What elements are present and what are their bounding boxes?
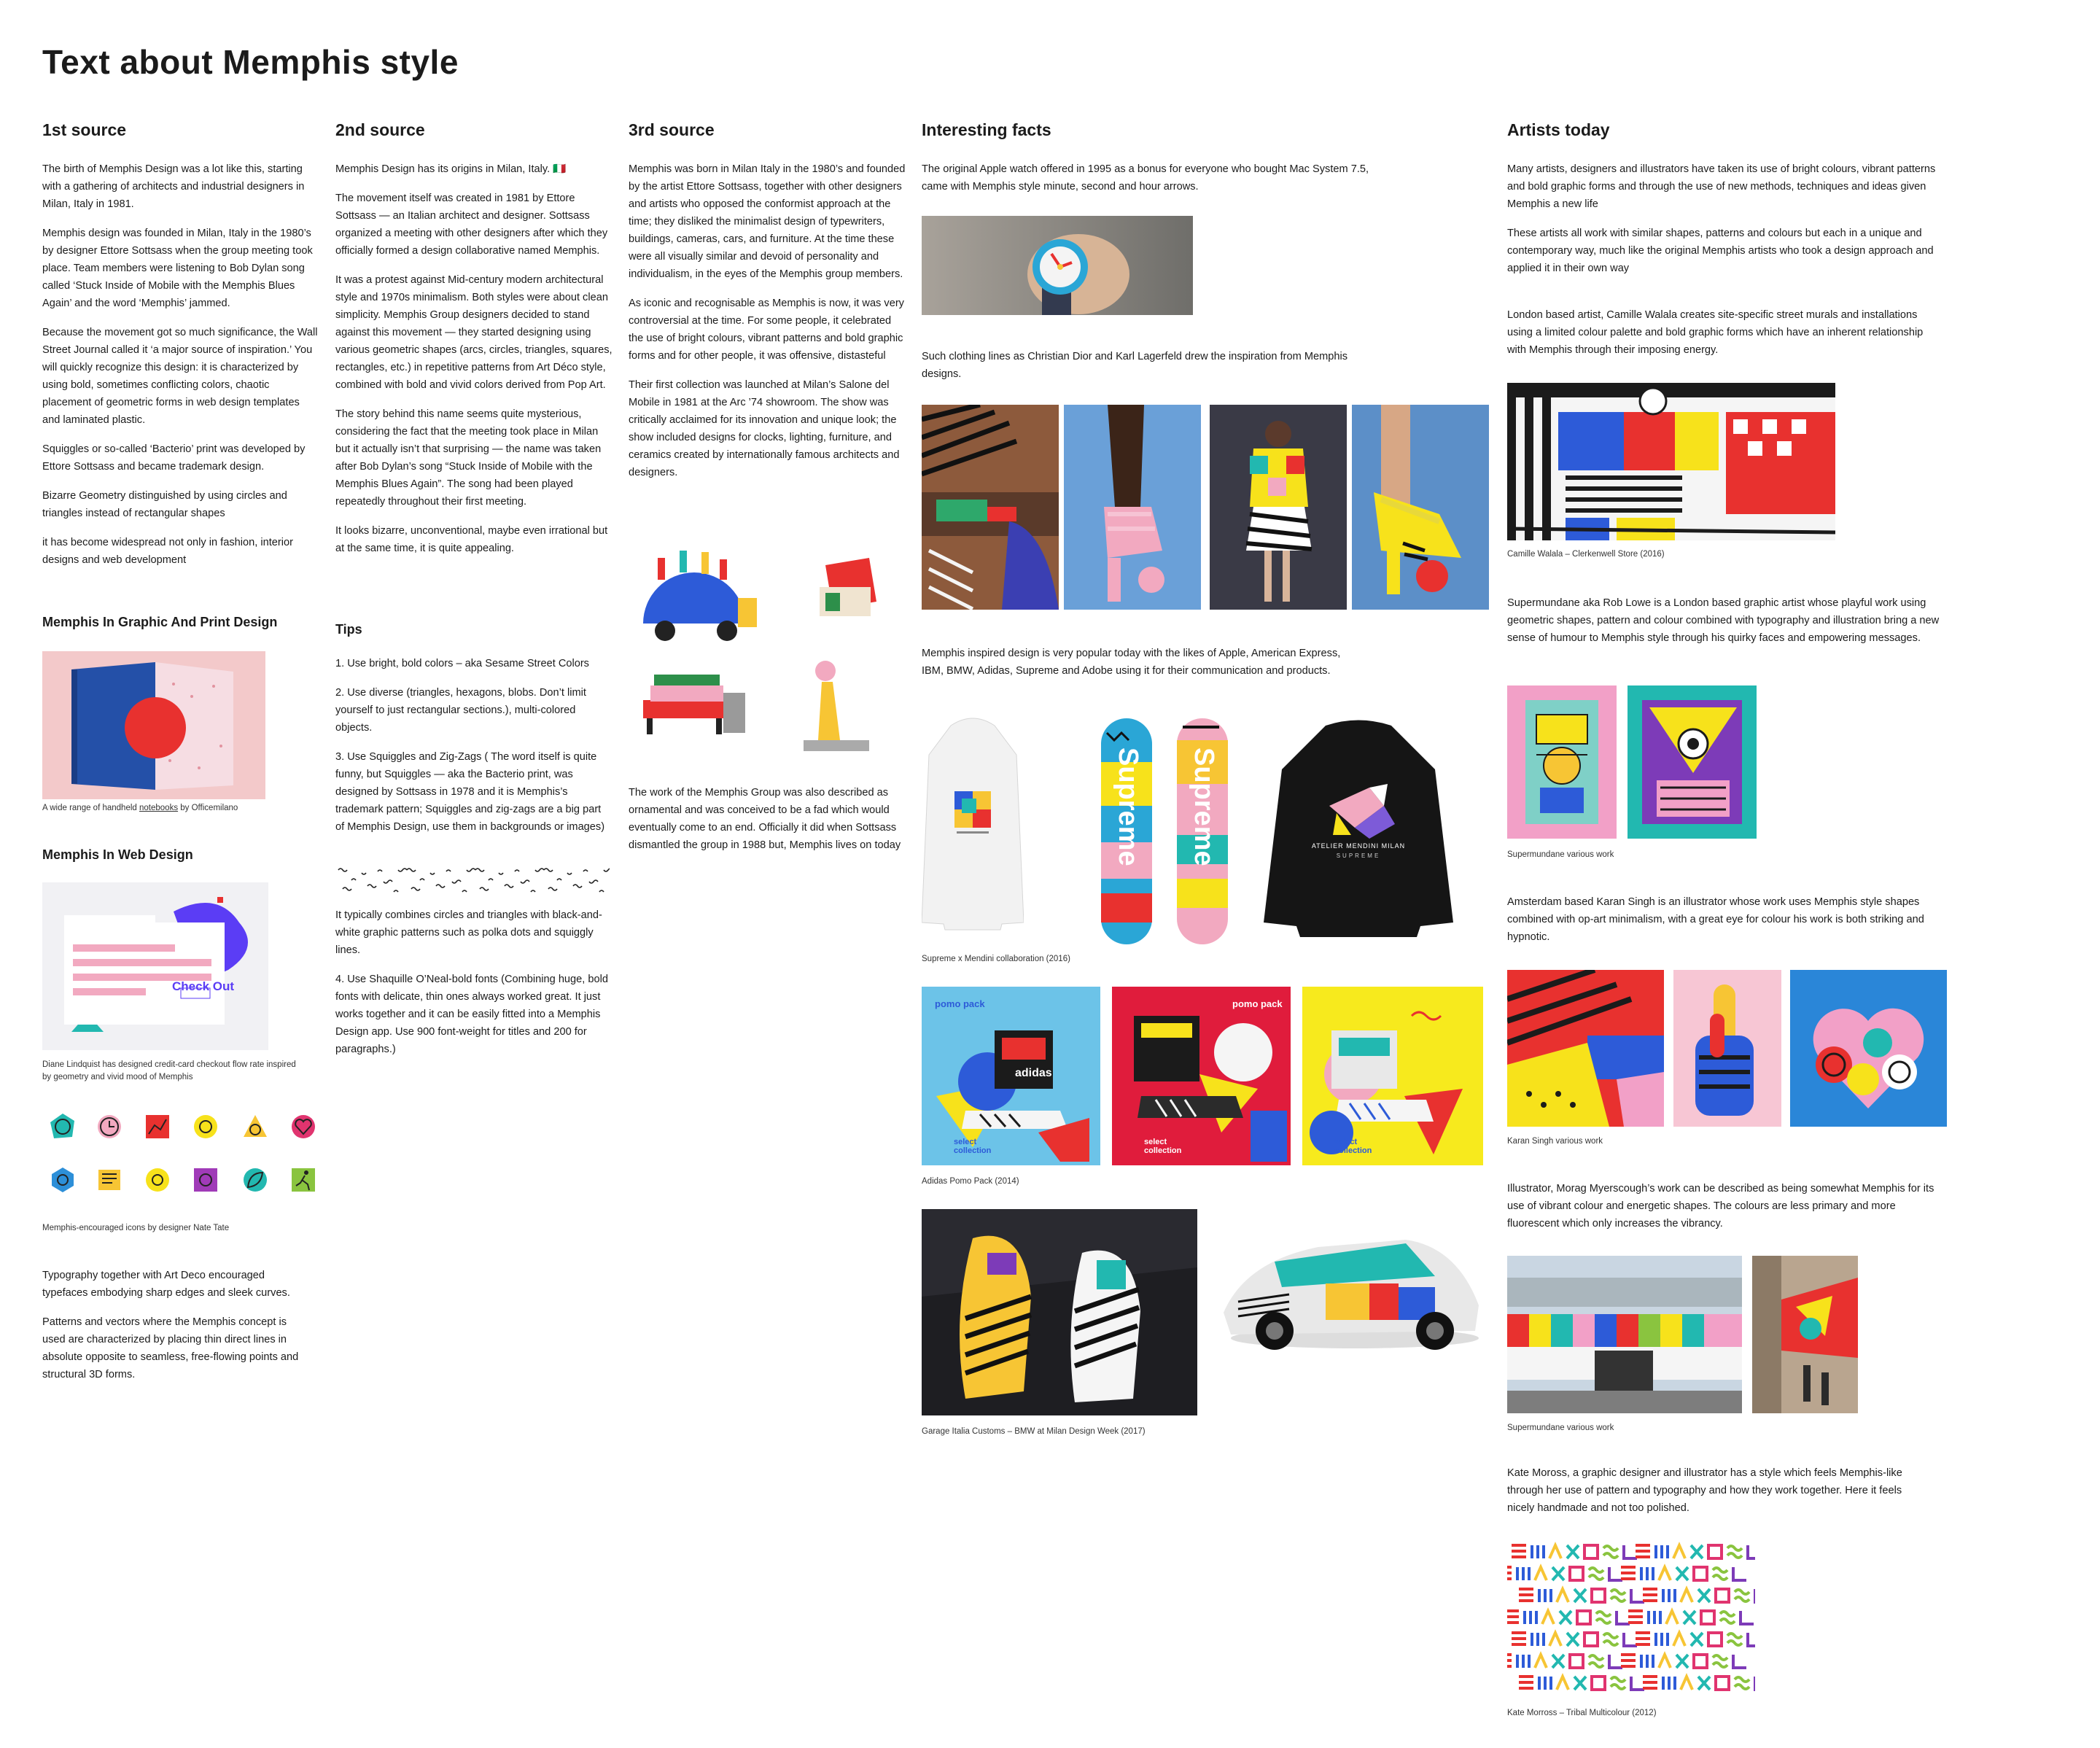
squiggle-pattern-image xyxy=(335,864,610,896)
col1-text-bottom xyxy=(42,1267,305,1395)
adidas-caption: Adidas Pomo Pack (2014) xyxy=(922,1177,1019,1186)
notebooks-caption xyxy=(42,802,319,815)
pomo-label: pomo pack xyxy=(1232,998,1283,1009)
hexagon-icon xyxy=(48,1165,77,1195)
karan-caption: Karan Singh various work xyxy=(1507,1137,1603,1146)
col2-paragraph: It looks bizarre, unconventional, maybe even irrational but at the same time, it is quite appealing. xyxy=(335,525,608,554)
karan-work-3 xyxy=(1790,970,1947,1127)
skateboard-deck-1 xyxy=(1100,718,1154,944)
apple-watch-text: The original Apple watch offered in 1995 as a bonus for everyone who bought Mac System 7.5, came with Memphis style minute, second and hour arrows. xyxy=(922,163,1369,193)
col1-paragraph: Squiggles or so-called ‘Bacterio’ print was developed by Ettore Sottsass and became trademark design. xyxy=(42,443,306,473)
leaf-icon xyxy=(241,1165,270,1195)
tips-heading: Tips xyxy=(335,622,362,637)
supermundane-work-1 xyxy=(1507,685,1617,839)
karan-work-1 xyxy=(1507,970,1664,1127)
lightbulb-icon xyxy=(241,1112,270,1141)
morag-caption: Supermundane various work xyxy=(1507,1423,1614,1432)
col2-paragraph: It was a protest against Mid-century modern architectural style and 1970s minimalism. Both styles were about clean simplicity. Memphis Group designers decided to stand against this movement — they started designing using various geometric shapes (arcs, circles, triangles, squares, rectangles, etc.) in repetitive patterns from Art Déco style, combined with bold and vivid colors derived from Pop Art. xyxy=(335,274,612,391)
hoodie-print-text: ATELIER MENDINI MILAN xyxy=(1311,842,1406,850)
walala-text: London based artist, Camille Walala creates site-specific street murals and installations using a limited colour palette and bold graphic forms which have an inherent relationship with Memphis through their imposing energy. xyxy=(1507,309,1924,356)
bmw-car-image xyxy=(1216,1218,1486,1356)
tip-item: 3. Use Squiggles and Zig-Zags ( The word itself is quite funny, but Squiggles — aka the Bacterio print, was designed by Sottsass in 1978 and it is Memphis’s trademark pattern; Squiggles and zig-zags are a big part of Memphis Design, use them in backgrounds or images) xyxy=(335,751,605,833)
globe-icon xyxy=(48,1112,77,1141)
white-hoodie-image xyxy=(922,711,1024,944)
pomo-select: select collection xyxy=(1144,1138,1182,1155)
bmw-interior-image xyxy=(922,1209,1197,1415)
col1-paragraph: it has become widespread not only in fashion, interior designs and web development xyxy=(42,537,293,566)
checkout-caption: Diane Lindquist has designed credit-card checkout flow rate inspired by geometry and vivid mood of Memphis xyxy=(42,1060,296,1081)
runner-icon xyxy=(289,1165,318,1195)
runway-photo-3 xyxy=(1210,405,1347,610)
web-design-heading: Memphis In Web Design xyxy=(42,847,193,862)
artists-intro-text xyxy=(1507,160,1945,289)
walala-store-image xyxy=(1507,383,1835,540)
clock-icon xyxy=(95,1112,124,1141)
heart-icon xyxy=(289,1112,318,1141)
sun-icon xyxy=(143,1165,172,1195)
col5-paragraph: These artists all work with similar shapes, patterns and colours but each in a unique and contemporary way, much like the original Memphis artists who took a design approach and applied it in their own way xyxy=(1507,228,1934,274)
skate-logo-1: Supreme xyxy=(1113,747,1143,866)
tip-item: It typically combines circles and triangles with black-and-white graphic patterns such as polka dots and squiggly lines. xyxy=(335,909,602,956)
col3-paragraph: As iconic and recognisable as Memphis is now, it was very controversial at the time. For some people, it celebrated the use of bright colours, vibrant patterns and bold graphic forms and for other people, it was offensive, distasteful xyxy=(629,298,904,362)
morag-work-1 xyxy=(1507,1256,1742,1413)
tips-list-2 xyxy=(335,906,612,1070)
col1-paragraph: Bizarre Geometry distinguished by using circles and triangles instead of rectangular shapes xyxy=(42,490,287,519)
pomo-pack-yellow xyxy=(1302,987,1483,1165)
col4-heading: Interesting facts xyxy=(922,120,1051,139)
col5-paragraph: Many artists, designers and illustrators have taken its use of bright colours, vibrant patterns and bold graphic forms and through the use of new methods, techniques and ideas given Memphis a new life xyxy=(1507,163,1936,210)
col3-text xyxy=(629,160,906,493)
runway-photo-2 xyxy=(1064,405,1201,610)
chart-icon xyxy=(143,1112,172,1141)
runway-photo-1 xyxy=(922,405,1059,610)
runway-photo-4 xyxy=(1352,405,1489,610)
pomo-label: pomo pack xyxy=(935,998,985,1009)
col2-paragraph: The story behind this name seems quite mysterious, considering the fact that the meeting took place in Milan but it actually isn’t that surprising — the name was taken after Bob Dylan’s song “Stuck Inside of Mobile with the Memphis Blues Again”. The song had been played repeatedly throughout their first meeting. xyxy=(335,408,602,508)
pomo-pack-blue xyxy=(922,987,1100,1165)
supreme-caption: Supreme x Mendini collaboration (2016) xyxy=(922,955,1070,963)
pomo-select: select collection xyxy=(954,1138,992,1155)
skate-logo-2: Supreme xyxy=(1189,747,1219,866)
walala-caption: Camille Walala – Clerkenwell Store (2016) xyxy=(1507,550,1665,559)
karan-text: Amsterdam based Karan Singh is an illustrator whose work uses Memphis style shapes combined with op-art minimalism, with a great eye for colour his work is both striking and hypnotic. xyxy=(1507,896,1924,943)
tips-list xyxy=(335,655,612,847)
col1-heading: 1st source xyxy=(42,120,127,139)
black-hoodie-image xyxy=(1260,718,1457,944)
caption-text: A wide range of handheld xyxy=(42,804,139,812)
tip-item: 4. Use Shaquille O’Neal-bold fonts (Combining huge, bold fonts with delicate, thin ones always worked great. It just works together and it can be easily fitted into a Memphis Design app. Use 900 font-weight for titles and 200 for paragraphs.) xyxy=(335,974,608,1055)
tip-item: 2. Use diverse (triangles, hexagons, blobs. Don’t limit yourself to just rectangular sections.), multi-colored objects. xyxy=(335,687,586,734)
col2-text xyxy=(335,160,612,569)
kate-caption: Kate Morross – Tribal Multicolour (2012) xyxy=(1507,1709,1657,1717)
col1-paragraph: Patterns and vectors where the Memphis concept is used are characterized by placing thin direct lines in absolute opposite to seamless, free-flowing points and structural 3D forms. xyxy=(42,1316,299,1380)
col3-heading: 3rd source xyxy=(629,120,715,139)
supermundane-text: Supermundane aka Rob Lowe is a London based graphic artist whose playful work using geometric shapes, pattern and colour combined with typography and illustration bring a new sense of humour to Memphis style through his quirky faces and empowering messages. xyxy=(1507,597,1940,644)
hoodie-print-sub: SUPREME xyxy=(1336,852,1381,859)
icons-caption: Memphis-encouraged icons by designer Nate Tate xyxy=(42,1224,230,1232)
col2-paragraph: The movement itself was created in 1981 by Ettore Sottsass — an Italian architect and designer. Sottsass organized a meeting with other designers after which they officially formed a design collaborative named Memphis. xyxy=(335,193,608,257)
tip-item: 1. Use bright, bold colors – aka Sesame Street Colors xyxy=(335,658,589,669)
col1-paragraph: The birth of Memphis Design was a lot like this, starting with a gathering of architects and industrial designers in Milan, Italy in 1981. xyxy=(42,163,305,210)
memphis-furniture-image xyxy=(629,529,906,777)
notebooks-link[interactable]: notebooks xyxy=(139,804,179,812)
col3-text-bottom xyxy=(629,784,906,866)
print-design-heading: Memphis In Graphic And Print Design xyxy=(42,615,278,629)
apple-watch-image xyxy=(922,216,1193,315)
checkout-label: Check Out xyxy=(172,979,235,993)
col1-paragraph: Because the movement got so much significance, the Wall Street Journal called it ‘a major source of inspiration.’ You will quickly recognize this design: it is characterized by using bold, sometimes conflicting colors, chaotic placement of geometric forms in web design templates and laminated plastic. xyxy=(42,327,318,426)
col1-paragraph: Typography together with Art Deco encouraged typefaces embodying sharp edges and sleek curves. xyxy=(42,1270,290,1299)
pomo-brand: adidas xyxy=(1015,1067,1052,1079)
skateboard-deck-2 xyxy=(1175,718,1229,944)
kate-text: Kate Moross, a graphic designer and illustrator has a style which feels Memphis-like through her use of pattern and typography and how they work together. Here it feels nicely handmade and not too polished. xyxy=(1507,1467,1902,1514)
morag-text: Illustrator, Morag Myerscough’s work can be described as being somewhat Memphis for its use of vibrant colour and energetic shapes. The colours are less primary and more fluorescent which only increases the vibrancy. xyxy=(1507,1183,1934,1230)
supermundane-caption: Supermundane various work xyxy=(1507,850,1614,859)
pomo-select: select collection xyxy=(1334,1138,1372,1155)
col5-heading: Artists today xyxy=(1507,120,1610,139)
morag-work-2 xyxy=(1752,1256,1858,1413)
col2-heading: 2nd source xyxy=(335,120,425,139)
col3-paragraph: The work of the Memphis Group was also described as ornamental and was conceived to be a fad which would eventually come to an end. Officially it did when Sottsass dismantled the group in 1988 but, Memphis lives on today xyxy=(629,787,901,851)
caption-text: by Officemilano xyxy=(178,804,238,812)
checkout-mockup-image xyxy=(42,882,268,1050)
col3-paragraph: Memphis was born in Milan Italy in the 1980’s and founded by the artist Ettore Sottsass, together with other designers and artists who opposed the conformist approach at the time; they disliked the minimalist design of typewriters, buildings, cameras, cars, and furniture. At the time these were all visually similar and devoid of personality and individualism, in the eyes of the Memphis group members. xyxy=(629,163,906,280)
notebooks-image xyxy=(42,651,265,799)
karan-work-2 xyxy=(1673,970,1781,1127)
col1-paragraph: Memphis design was founded in Milan, Italy in the 1980’s by designer Ettore Sottsass when the group meeting took place. Team members were listening to Bob Dylan song called ‘Stuck Inside of Mobile with the Memphis Blues Again’ and the word ‘Memphis’ jammed. xyxy=(42,228,313,309)
target-icon xyxy=(191,1112,220,1141)
col3-paragraph: Their first collection was launched at Milan’s Salone del Mobile in 1981 at the Arc ’74 showroom. The show was critically acclaimed for its innovation and unique look; the show included designs for clocks, lighting, furniture, and ceramics created by internationally famous architects and designers. xyxy=(629,379,900,478)
clothing-text: Such clothing lines as Christian Dior and Karl Lagerfeld drew the inspiration from Memphis designs. xyxy=(922,351,1348,380)
kate-moross-image xyxy=(1507,1541,1755,1698)
brands-text: Memphis inspired design is very popular today with the likes of Apple, American Express, IBM, BMW, Adidas, Supreme and Adobe using it for their communication and products. xyxy=(922,648,1341,677)
col1-text xyxy=(42,160,318,580)
supermundane-work-2 xyxy=(1628,685,1757,839)
col2-paragraph: Memphis Design has its origins in Milan, Italy. 🇮🇹 xyxy=(335,163,567,175)
bmw-caption: Garage Italia Customs – BMW at Milan Design Week (2017) xyxy=(922,1427,1146,1436)
pomo-pack-red xyxy=(1112,987,1291,1165)
book-icon xyxy=(95,1165,124,1195)
flower-icon xyxy=(191,1165,220,1195)
page-title: Text about Memphis style xyxy=(42,43,459,81)
